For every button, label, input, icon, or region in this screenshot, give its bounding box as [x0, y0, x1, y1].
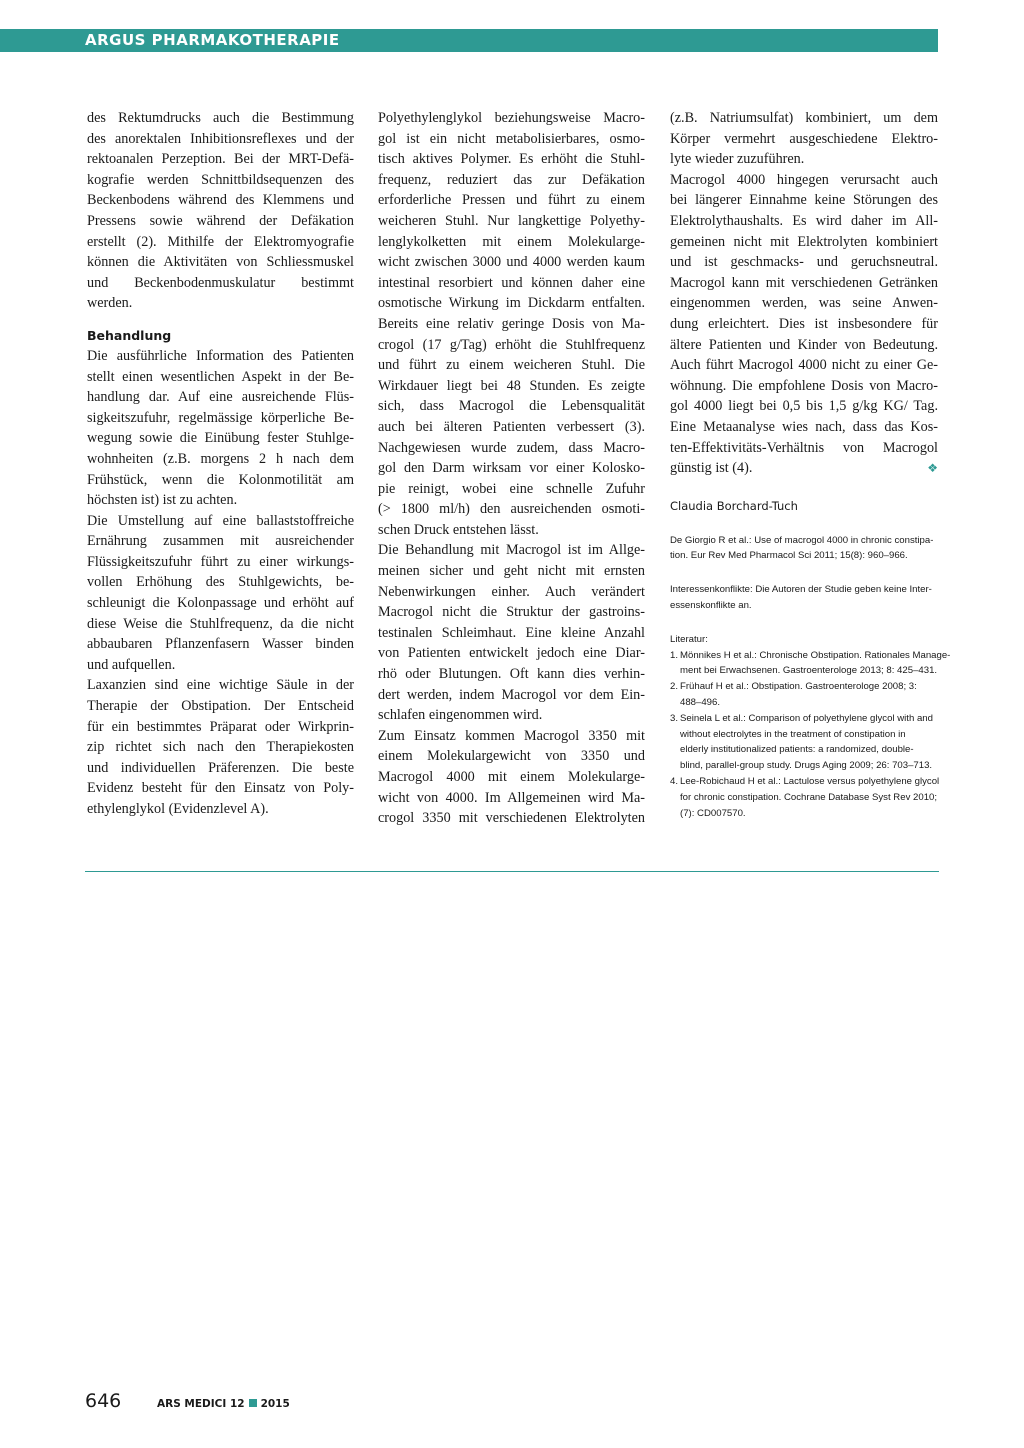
text-line: abbaubaren Pflanzenfasern Wasser binden	[87, 636, 354, 653]
text-line: schleunigt die Kolonpassage und erhöht auf	[87, 595, 354, 612]
text-line: dert werden, indem Macrogol vor dem Ein-	[378, 686, 645, 703]
text-line: Eine Metaanalyse wies nach, dass das Kos-	[670, 418, 938, 435]
reference-number: 2.	[670, 681, 679, 693]
text-line: von Patienten entwickelt jedoch eine Diar-	[378, 645, 645, 662]
conflict-statement	[670, 582, 938, 614]
reference-line: Mönnikes H et al.: Chronische Obstipation. Rationales Manage-	[680, 649, 951, 661]
text-line: pie reinigt, wobei eine schnelle Zufuhr	[378, 480, 645, 497]
text-line: einem Molekulargewicht von 3350 und	[378, 748, 645, 765]
paragraph	[87, 108, 354, 314]
reference-line: Seinela L et al.: Comparison of polyethylene glycol with and	[680, 712, 933, 724]
paragraph	[378, 108, 645, 540]
text-line: Auch führt Macrogol 4000 nicht zu einer Ge-	[670, 357, 938, 374]
text-line: eingenommen werden, was seine Anwen-	[670, 295, 938, 312]
text-line: Interessenkonflikte: Die Autoren der Studie geben keine Inter-	[670, 584, 932, 596]
text-line: vollen Erhöhung des Stuhlgewichts, be-	[87, 574, 354, 591]
reference-number: 4.	[670, 776, 679, 788]
end-mark-icon: ❖	[927, 461, 938, 476]
text-line: werden.	[87, 295, 133, 312]
author-name: Claudia Borchard-Tuch	[670, 498, 798, 513]
text-line: schen Druck entstehen lässt.	[378, 521, 539, 538]
text-line: Beckenbodens während des Klemmens und	[87, 192, 354, 209]
text-line: Pressens sowie während der Defäkation	[87, 212, 354, 229]
reference-number: 1.	[670, 649, 679, 661]
text-line: des Rektumdrucks auch die Bestimmung	[87, 110, 354, 126]
reference-line: Lee-Robichaud H et al.: Lactulose versus polyethylene glycol	[680, 776, 940, 788]
text-line: tion. Eur Rev Med Pharmacol Sci 2011; 15(8): 960–966.	[670, 550, 908, 562]
text-line: stellt einen wesentlichen Aspekt in der Be-	[87, 368, 354, 385]
text-line: Flüssigkeitszufuhr führt zu einer wirkungs-	[87, 553, 354, 570]
text-line: höchsten ist) ist zu achten.	[87, 492, 238, 509]
text-line: gol den Darm wirksam vor einer Kolosko-	[378, 460, 645, 477]
text-line: weicheren Stuhl. Nur langkettige Polyethy-	[378, 212, 645, 229]
text-line: ethylenglykol (Evidenzlevel A).	[87, 801, 269, 817]
text-line: Ernährung zusammen mit ausreichender	[87, 533, 354, 550]
reference-item	[670, 774, 938, 821]
text-line: Frühstück, wenn die Kolonmotilität am	[87, 471, 354, 488]
text-line: und ist geschmacks- und geruchsneutral.	[670, 254, 938, 271]
square-icon	[249, 1399, 257, 1407]
reference-line: without electrolytes in the treatment of constipation in	[680, 728, 906, 740]
text-line: Macrogol kann mit verschiedenen Getränken	[670, 274, 938, 291]
text-line: zip richtet sich nach den Therapiekosten	[87, 739, 354, 756]
text-line: für ein bestimmtes Präparat oder Wirkprin-	[87, 718, 354, 735]
text-line: testinalen Schleimhaut. Eine kleine Anzahl	[378, 624, 645, 641]
text-line: Die ausführliche Information des Patienten	[87, 347, 354, 364]
reference-item	[670, 648, 951, 680]
reference-line: 488–496.	[680, 697, 721, 709]
text-line: sich, dass Macrogol die Lebensqualität	[378, 398, 645, 415]
paragraph	[378, 726, 645, 829]
text-line: handlung dar. Auf eine ausreichende Flüs-	[87, 389, 354, 406]
text-line: können die Aktivitäten von Schliessmuskel	[87, 254, 354, 271]
text-line: und Beckenbodenmuskulatur bestimmt	[87, 274, 354, 291]
text-line: wöhnung. Die empfohlene Dosis von Macro-	[670, 377, 938, 394]
text-line: Macrogol nicht die Struktur der gastroins-	[378, 604, 645, 621]
text-line: essenskonflikte an.	[670, 600, 752, 612]
text-line: tisch aktives Polymer. Es erhöht die Stuhl-	[378, 151, 645, 168]
paragraph	[87, 675, 354, 819]
references	[670, 632, 951, 822]
text-line: rektoanalen Perzeption. Bei der MRT-Defä-	[87, 151, 354, 168]
text-line: lenglykolketten mit einem Molekularge-	[378, 233, 645, 250]
text-line: gol 4000 liegt bei 0,5 bis 1,5 g/kg KG/ Tag.	[670, 398, 938, 415]
section-title: ARGUS PHARMAKOTHERAPIE	[85, 31, 340, 49]
paragraph	[87, 511, 354, 676]
text-line: De Giorgio R et al.: Use of macrogol 4000 in chronic constipa-	[670, 534, 934, 546]
source-citation	[670, 533, 938, 565]
journal-label	[157, 1398, 290, 1410]
text-line-content: günstig ist (4).	[670, 460, 753, 477]
column-3	[670, 108, 951, 821]
text-line: Die Behandlung mit Macrogol ist im Allge-	[378, 542, 645, 559]
text-line: Polyethylenglykol beziehungsweise Macro-	[378, 110, 645, 126]
text-line: Wirkdauer liegt bei 48 Stunden. Es zeigte	[378, 377, 645, 394]
reference-line: (7): CD007570.	[680, 807, 746, 819]
text-line: wicht von 4000. Im Allgemeinen wird Ma-	[378, 789, 645, 806]
text-line: Nachgewiesen wurde zudem, dass Macro-	[378, 439, 645, 456]
paragraph	[87, 346, 354, 511]
text-line: auch bei älteren Patienten verbessert (3).	[378, 418, 645, 435]
text-line: gemeinen nicht mit Elektrolyten kombiniert	[670, 233, 938, 250]
text-line: ältere Patienten und Kinder von Bedeutung.	[670, 336, 938, 353]
text-line: Elektrolythaushalts. Es wird daher im All-	[670, 212, 938, 229]
text-line: erforderliche Pressen und führt zu einem	[378, 192, 645, 209]
reference-line: for chronic constipation. Cochrane Database Syst Rev 2010;	[680, 791, 938, 803]
reference-list	[670, 648, 951, 822]
text-line: crogol (17 g/Tag) erhöht die Stuhlfrequenz	[378, 336, 645, 353]
text-line: meinen sicher und geht nicht mit ernsten	[378, 563, 645, 580]
text-line: schlafen eingenommen wird.	[378, 707, 543, 724]
text-line: intestinal resorbiert und können daher eine	[378, 274, 645, 291]
text-line: (z.B. Natriumsulfat) kombiniert, um dem	[670, 110, 938, 126]
text-line: Laxanzien sind eine wichtige Säule in der	[87, 677, 354, 694]
journal-name: ARS MEDICI 12	[157, 1398, 245, 1410]
text-line: Körper vermehrt ausgeschiedene Elektro-	[670, 130, 938, 147]
reference-number: 3.	[670, 712, 679, 724]
text-line: (> 1800 ml/h) den ausreichenden osmoti-	[378, 501, 645, 518]
text-line: bei längerer Einnahme keine Störungen des	[670, 192, 938, 209]
paragraph	[670, 170, 938, 479]
text-line: lyte wieder zuzuführen.	[670, 151, 805, 168]
text-line: und führt zu einem weicheren Stuhl. Die	[378, 357, 645, 374]
reference-line: elderly institutionalized patients: a randomized, double-	[680, 744, 914, 756]
section-heading: Behandlung	[87, 327, 172, 343]
text-line: und individuellen Präferenzen. Die beste	[87, 759, 354, 776]
text-line: gol ist ein nicht metabolisierbares, osmo-	[378, 130, 645, 147]
text-line: wegung sowie die Einübung fester Stuhlge-	[87, 430, 354, 447]
text-line: Nebenwirkungen einher. Auch verändert	[378, 583, 645, 600]
reference-line: blind, parallel-group study. Drugs Aging 2009; 26: 703–713.	[680, 760, 933, 772]
references-label: Literatur:	[670, 633, 708, 645]
text-line: Bereits eine relativ geringe Dosis von Ma-	[378, 315, 645, 332]
text-line: ten-Effektivitäts-Verhältnis von Macrogol	[670, 439, 938, 456]
text-line: Zum Einsatz kommen Macrogol 3350 mit	[378, 727, 645, 744]
reference-line: Frühauf H et al.: Obstipation. Gastroenterologe 2008; 3:	[680, 681, 917, 693]
text-line: Therapie der Obstipation. Der Entscheid	[87, 698, 354, 715]
text-line: Die Umstellung auf eine ballaststoffreiche	[87, 512, 354, 529]
text-line: osmotische Wirkung im Dickdarm entfalten.	[378, 295, 645, 312]
text-line: rhö oder Blutungen. Oft kann dies verhin-	[378, 666, 645, 683]
text-line	[670, 458, 938, 479]
reference-line: ment bei Erwachsenen. Gastroenterologe 2013; 8: 425–431.	[680, 665, 938, 677]
text-line: Evidenz besteht für den Einsatz von Poly-	[87, 780, 354, 797]
paragraph	[670, 108, 938, 170]
reference-item	[670, 679, 938, 711]
paragraph	[378, 540, 645, 725]
text-line: des anorektalen Inhibitionsreflexes und der	[87, 130, 354, 147]
journal-year: 2015	[260, 1398, 290, 1410]
reference-item	[670, 711, 938, 774]
text-line: crogol 3350 mit verschiedenen Elektrolyten	[378, 810, 645, 827]
text-line: Macrogol 4000 hingegen verursacht auch	[670, 171, 938, 188]
divider-line	[85, 871, 939, 872]
text-line: dung erleichtert. Dies ist insbesondere für	[670, 315, 938, 332]
text-line: und aufquellen.	[87, 656, 176, 673]
text-line: Macrogol 4000 mit einem Molekularge-	[378, 769, 645, 785]
text-line: wohnheiten (z.B. morgens 2 h nach dem	[87, 450, 354, 467]
text-line: erstellt (2). Mithilfe der Elektromyografie	[87, 233, 354, 250]
text-line: kografie werden Schnittbildsequenzen des	[87, 171, 354, 188]
page-number: 646	[85, 1390, 122, 1412]
column-1	[87, 108, 354, 820]
text-line: wicht zwischen 3000 und 4000 werden kaum	[378, 254, 645, 271]
text-line: frequenz, reduziert das zur Defäkation	[378, 171, 645, 188]
column-2	[378, 108, 645, 829]
text-line: sigkeitszufuhr, regelmässige körperliche Be-	[87, 409, 354, 426]
text-line: diese Weise die Stuhlfrequenz, da die nicht	[87, 615, 354, 632]
section-header-bar	[0, 29, 938, 52]
